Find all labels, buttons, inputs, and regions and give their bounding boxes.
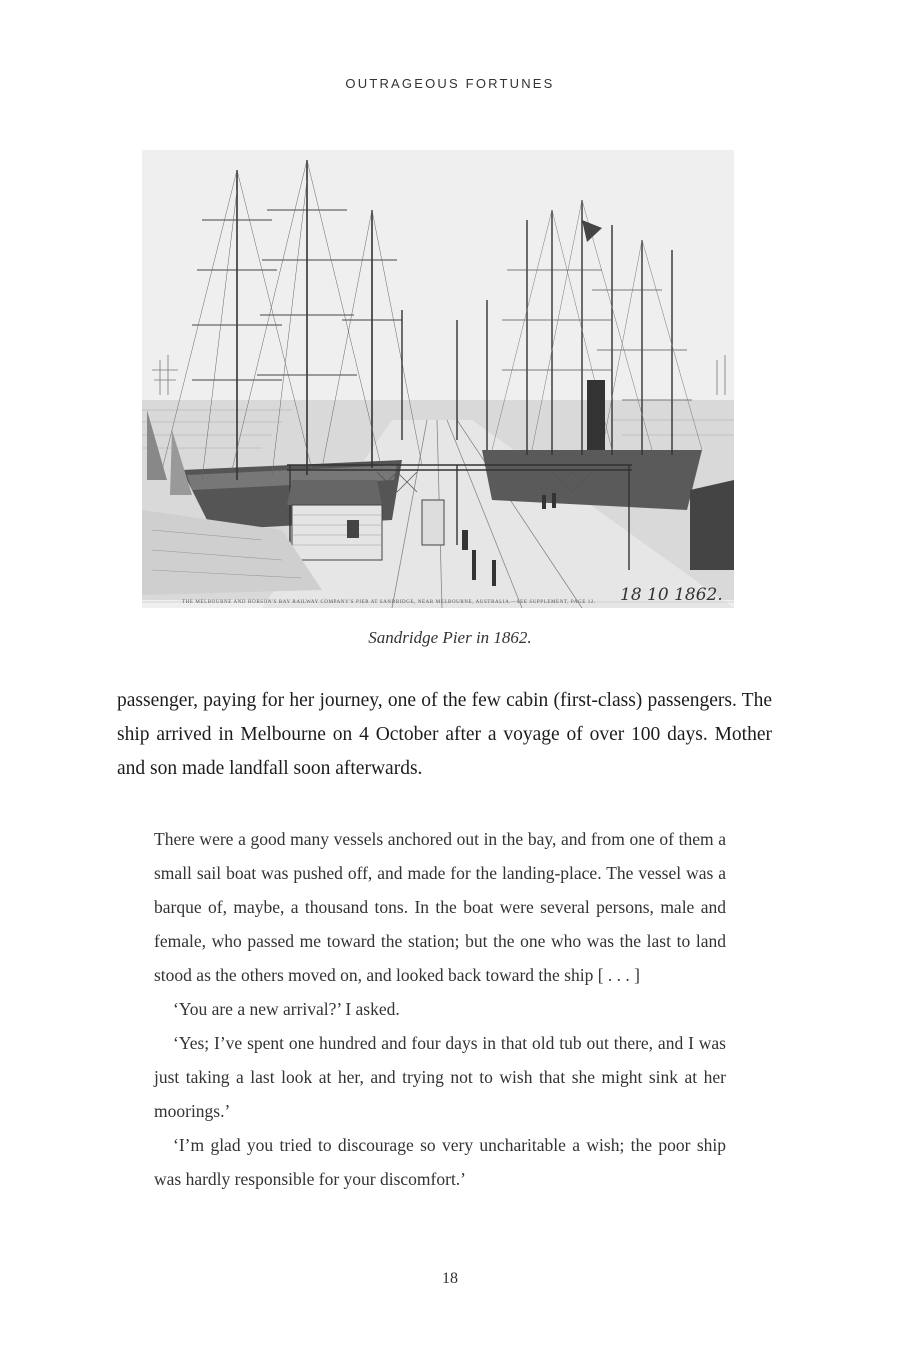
pier-engraving bbox=[142, 150, 734, 608]
body-paragraph bbox=[117, 684, 772, 786]
running-head: OUTRAGEOUS FORTUNES bbox=[345, 76, 555, 91]
body-paragraph-text: passenger, paying for her journey, one of the few cabin (first-class) passengers. The ship arrived in Melbourne on 4 October after a voyage of over 100 days. Mother and son made landfall soon afterwards. bbox=[117, 690, 772, 779]
block-quotation bbox=[154, 822, 726, 1196]
quote-paragraph-3: ‘Yes; I’ve spent one hundred and four days in that old tub out there, and I was just taking a last look at her, and trying not to wish that she might sink at her moorings.’ bbox=[154, 1033, 726, 1121]
engraving-caption: THE MELBOURNE AND HOBSON'S BAY RAILWAY COMPANY'S PIER AT SANDRIDGE, NEAR MELBOURNE, AUSTRALIA.—SEE SUPPLEMENT, PAGE 12. bbox=[182, 600, 596, 605]
quote-paragraph-1: There were a good many vessels anchored out in the bay, and from one of them a small sail boat was pushed off, and made for the landing-place. The vessel was a barque of, maybe, a thousand tons. In the boat were several persons, male and female, who passed me toward the station; but the one who was the last to land stood as the others moved on, and looked back toward the ship [ . . . ] bbox=[154, 829, 726, 985]
quote-paragraph-4: ‘I’m glad you tried to discourage so very uncharitable a wish; the poor ship was hardly responsible for your discomfort.’ bbox=[154, 1135, 726, 1189]
quote-paragraph-2: ‘You are a new arrival?’ I asked. bbox=[173, 999, 400, 1019]
page-number: 18 bbox=[442, 1270, 458, 1287]
handwritten-date: 18 10 1862. bbox=[620, 585, 723, 605]
figure-caption: Sandridge Pier in 1862. bbox=[368, 628, 532, 647]
engraving-illustration bbox=[142, 150, 734, 608]
